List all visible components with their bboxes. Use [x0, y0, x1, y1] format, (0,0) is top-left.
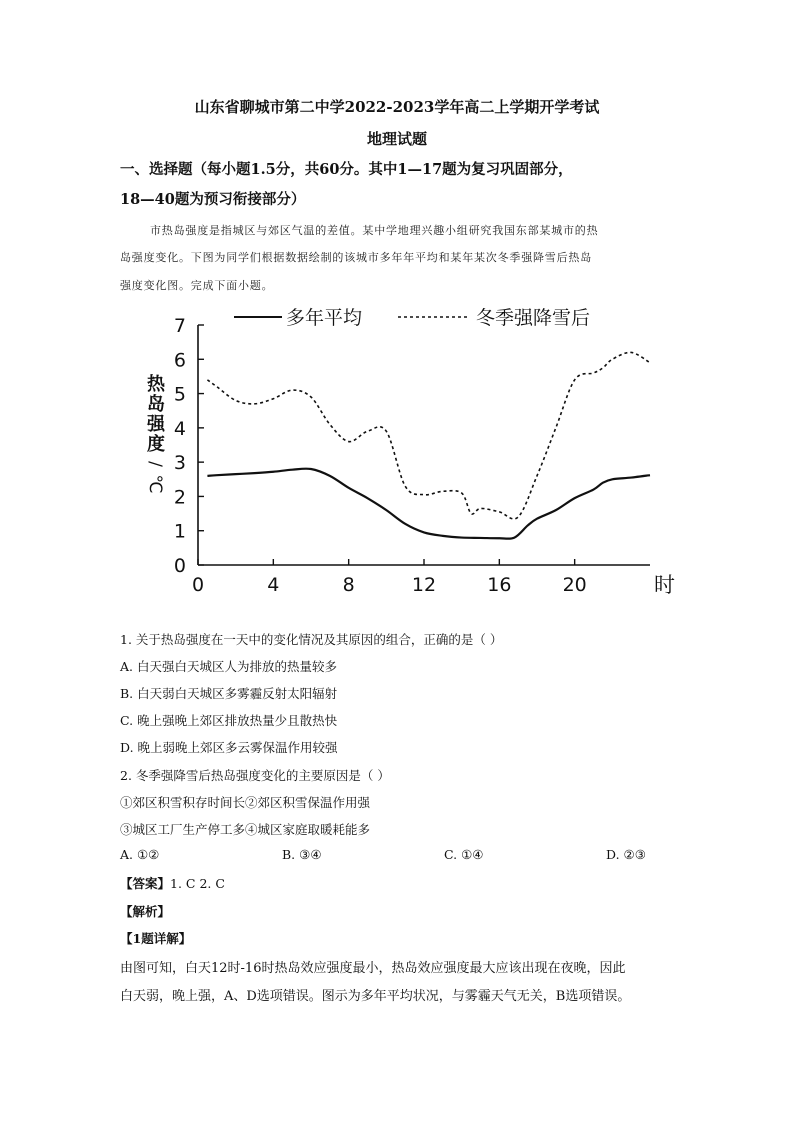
analysis-sub-label: 【1题详解】 — [120, 931, 192, 946]
y-tick-label: 6 — [173, 349, 186, 372]
passage-line1: 市热岛强度是指城区与郊区气温的差值。某中学地理兴趣小组研究我国东部某城市的热 — [150, 224, 599, 237]
question-1-option-b: B. 白天弱白天城区多雾霾反射太阳辐射 — [120, 686, 338, 701]
y-label-char: 度 — [147, 434, 165, 455]
answer-label: 【答案】 — [120, 876, 171, 891]
x-tick-label: 12 — [411, 574, 437, 596]
x-tick-label: 0 — [191, 574, 205, 596]
exam-title: 山东省聊城市第二中学2022-2023学年高二上学期开学考试 — [194, 98, 600, 116]
y-label-char: 强 — [147, 414, 165, 435]
section-heading-line2: 18—40题为预习衔接部分） — [120, 191, 306, 208]
question-2-option-c: C. ①④ — [444, 847, 484, 862]
question-1-stem: 1. 关于热岛强度在一天中的变化情况及其原因的组合，正确的是（ ） — [120, 632, 503, 647]
question-2-option-b: B. ③④ — [282, 847, 322, 862]
chart-series — [207, 352, 650, 538]
question-2-stem: 2. 冬季强降雪后热岛强度变化的主要原因是（ ） — [120, 768, 390, 783]
question-1-option-a: A. 白天强白天城区人为排放的热量较多 — [120, 659, 337, 674]
y-tick-label: 3 — [173, 452, 186, 475]
y-tick-label: 0 — [173, 555, 186, 577]
passage-line2: 岛强度变化。下图为同学们根据数据绘制的该城市多年年平均和某年某次冬季强降雪后热岛 — [120, 251, 592, 264]
y-label-char: 热 — [147, 374, 165, 395]
question-1-option-c: C. 晚上强晚上郊区排放热量少且散热快 — [120, 713, 338, 728]
y-label-char: 岛 — [147, 394, 165, 415]
x-axis-label: 时 — [654, 573, 675, 597]
section-heading-line1: 一、选择题（每小题1.5分，共60分。其中1—17题为复习巩固部分， — [120, 161, 573, 178]
y-tick-label: 1 — [173, 520, 186, 543]
x-tick-label: 16 — [487, 574, 512, 596]
y-label-char: / — [145, 461, 165, 467]
analysis-line2: 白天弱，晚上强，A、D选项错误。图示为多年平均状况，与雾霾天气无关，B选项错误。 — [120, 989, 631, 1004]
question-2-option-a: A. ①② — [120, 847, 160, 862]
x-tick-label: 8 — [342, 574, 355, 596]
question-1-option-d: D. 晚上弱晚上郊区多云雾保温作用较强 — [120, 740, 338, 755]
y-tick-label: 7 — [173, 315, 186, 337]
question-2-option-d: D. ②③ — [606, 847, 646, 862]
analysis-line1: 由图可知，白天12时-16时热岛效应强度最小，热岛效应强度最大应该出现在夜晚，因此 — [120, 961, 626, 976]
y-axis-label — [145, 373, 166, 494]
chart-axes — [174, 315, 675, 597]
legend-label-series-1: 多年平均 — [286, 307, 363, 329]
y-label-char: ℃ — [145, 474, 165, 494]
chart-legend — [234, 307, 590, 329]
series-line-average — [207, 469, 650, 539]
exam-subtitle: 地理试题 — [366, 130, 427, 148]
legend-label-series-2: 冬季强降雪后 — [476, 307, 591, 329]
answer-text: 1. C 2. C — [170, 876, 225, 891]
heat-island-chart — [130, 295, 675, 597]
passage-line3: 强度变化图。完成下面小题。 — [120, 279, 274, 292]
y-tick-label: 2 — [173, 486, 186, 509]
x-tick-label: 4 — [267, 574, 280, 596]
y-tick-label: 5 — [173, 383, 186, 406]
answer-line — [120, 874, 225, 892]
question-2-statement-1: ①郊区积雪积存时间长②郊区积雪保温作用强 — [120, 795, 371, 810]
x-tick-label: 20 — [562, 574, 587, 596]
question-2-statement-2: ③城区工厂生产停工多④城区家庭取暖耗能多 — [120, 822, 371, 837]
analysis-label: 【解析】 — [120, 904, 171, 919]
y-tick-label: 4 — [173, 417, 186, 440]
